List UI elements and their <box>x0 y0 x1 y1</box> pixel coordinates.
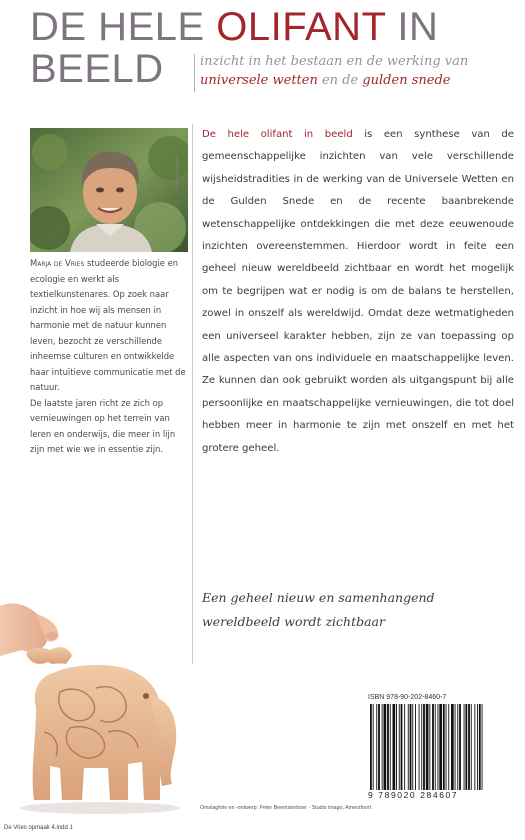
barcode-bar <box>465 704 467 790</box>
barcode-bar <box>482 704 483 790</box>
barcode-bar <box>457 704 458 790</box>
wooden-elephant-image <box>0 592 200 818</box>
author-name: Marja de Vries <box>30 258 85 268</box>
barcode-bar <box>390 704 391 790</box>
cover-credits: Omslagfoto en -ontwerp: Peter Beemsterboer · Studio imago, Amersfoort <box>200 805 372 811</box>
barcode-digits: 9 789020 284607 <box>368 790 459 800</box>
isbn-label: ISBN 978-90-202-8460-7 <box>368 694 447 701</box>
barcode-bar <box>426 704 429 790</box>
author-photo <box>30 128 188 252</box>
barcode-bar <box>408 704 409 790</box>
barcode-bar <box>378 704 380 790</box>
barcode-bar <box>432 704 434 790</box>
subtitle-accent-2: gulden snede <box>362 73 451 88</box>
author-portrait-image <box>30 128 188 252</box>
title-divider <box>194 54 195 92</box>
barcode-bar <box>446 704 447 790</box>
barcode-bar <box>459 704 461 790</box>
barcode-bar <box>419 704 420 790</box>
blurb-text <box>202 124 514 460</box>
barcode-bar <box>412 704 413 790</box>
isbn-barcode <box>368 704 516 792</box>
barcode-bar <box>421 704 422 790</box>
tagline <box>202 586 514 634</box>
author-bio-text-2: De laatste jaren richt ze zich op vernieuwingen op het terrein van leren en onderwijs, die meer in lijn zijn met wie we in essentie zijn. <box>30 397 176 454</box>
subtitle-mid: en de <box>317 73 363 88</box>
title-word-accent: OLIFANT <box>216 5 386 49</box>
subtitle-line-1: inzicht in het bestaan en de werking van <box>200 54 469 69</box>
barcode-bar <box>393 704 396 790</box>
barcode-bar <box>448 704 449 790</box>
barcode-bar <box>399 704 400 790</box>
author-bio-text: studeerde biologie en ecologie en werkt als textielkunstenares. Op zoek naar inzicht in hoe wij als mensen in harmonie met de natuur kunnen leven, bezocht ze verschillende inheemse culturen en ontwikkelde haar intuïtieve communicatie met de natuur. <box>30 258 186 392</box>
barcode-bar <box>474 704 475 790</box>
tagline-line-1: Een geheel nieuw en samenhangend <box>202 590 435 605</box>
barcode-bar <box>471 704 472 790</box>
print-slug: De Vries opmaak 4.indd 1 <box>4 825 73 831</box>
tagline-line-2: wereldbeeld wordt zichtbaar <box>202 614 385 629</box>
barcode-bar <box>477 704 478 790</box>
barcode-bar <box>464 704 465 790</box>
barcode-bar <box>384 704 387 790</box>
barcode-bar <box>396 704 397 790</box>
subtitle-accent-1: universele wetten <box>200 73 318 88</box>
barcode-bar <box>410 704 412 790</box>
blurb-lead: De hele olifant in beeld <box>202 129 353 140</box>
barcode-bar <box>370 704 372 790</box>
barcode-bar <box>451 704 454 790</box>
barcode-bar <box>382 704 383 790</box>
barcode-bar <box>438 704 439 790</box>
barcode-bar <box>401 704 403 790</box>
barcode-bar <box>404 704 405 790</box>
title-word-plain: DE HELE <box>30 5 217 49</box>
barcode-bar <box>479 704 481 790</box>
barcode-bar <box>376 704 377 790</box>
column-divider <box>192 124 193 664</box>
barcode-bar <box>435 704 436 790</box>
barcode-bar <box>439 704 442 790</box>
blurb-body: is een synthese van de gemeenschappelijke inzichten van vele verschillende wijsheidstradities in de werking van de Universele Wetten en de Gulden Snede en de recente baanbrekende wetenschappelijke ontdekkingen die met deze eeuwenoude inzichten overeenstemmen. Hierdoor wordt in feite een geheel nieuw wereldbeeld zichtbaar en wordt het mogelijk om te begrijpen wat er nodig is om de balans te herstellen, zowel in onszelf als wereldwijd. Omdat deze wetmatigheden een universeel karakter hebben, zijn ze van toepassing op alle aspecten van ons individuele en maatschappelijke leven. Ze kunnen dan ook gebruikt worden als uitgangspunt bij alle persoonlijke en maatschappelijke vernieuwingen, die tot doel hebben meer in harmonie te zijn met onszelf en met het grotere geheel. <box>202 129 514 454</box>
barcode-bar <box>423 704 425 790</box>
barcode-bar <box>468 704 470 790</box>
title-word-end: IN <box>385 5 439 49</box>
barcode-bar <box>429 704 430 790</box>
elephant-puzzle-illustration <box>0 592 200 818</box>
barcode-bar <box>373 704 374 790</box>
photo-credit: Foto: Ellie Beuker <box>174 156 179 188</box>
barcode-bar <box>415 704 416 790</box>
book-subtitle <box>200 52 520 90</box>
barcode-bar <box>443 704 445 790</box>
title-line-2: BEELD <box>30 47 164 91</box>
barcode-bar <box>455 704 456 790</box>
barcode-bar <box>387 704 389 790</box>
author-bio <box>30 256 188 458</box>
